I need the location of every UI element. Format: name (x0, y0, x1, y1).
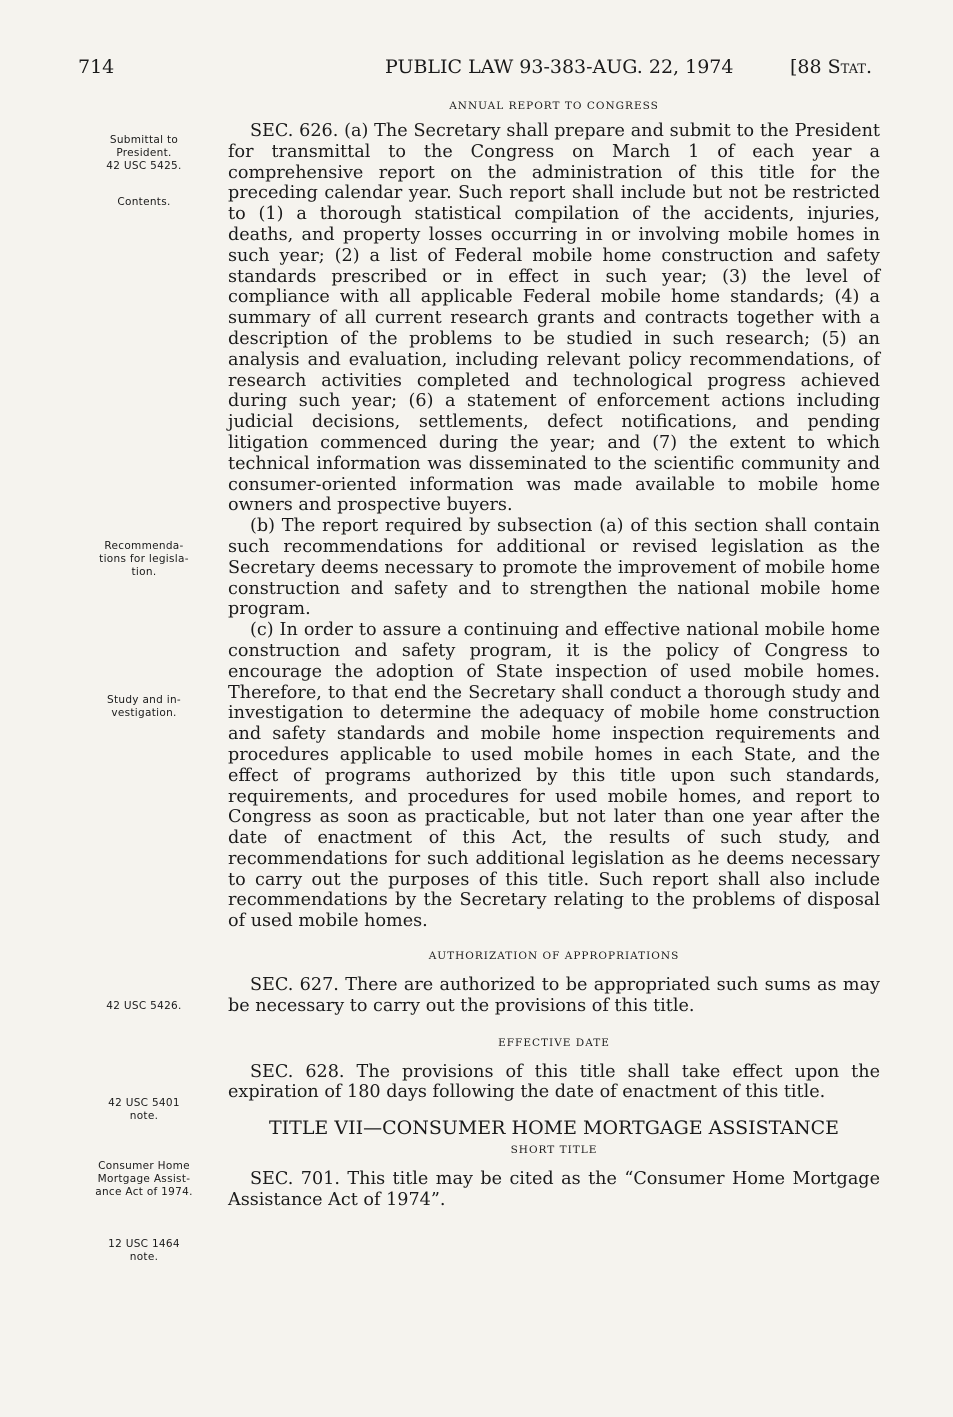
section-628: SEC. 628. The provisions of this title shall take effect upon the expiration of 180 days following the date of enactment of this title. (228, 1061, 880, 1103)
margin-note-line: President. (116, 147, 172, 159)
section-701: SEC. 701. This title may be cited as the “Consumer Home Mortgage Assistance Act of 1974”. (228, 1169, 880, 1211)
margin-note-line: note. (129, 1110, 159, 1122)
margin-note-line: 12 USC 1464 (108, 1238, 180, 1250)
section-626-a: SEC. 626. (a) The Secretary shall prepare and submit to the President for transmittal to the Congress on March 1 of each year a comprehensive report on the administration of this title for the preceding calendar year. Such report shall include but not be restricted to (1) a thorough statistical compilation of the accidents, injuries, deaths, and property losses occurring in or involving mobile homes in such year; (2) a list of Federal mobile home construction and safety standards prescribed or in effect in such year; (3) the level of compliance with all applicable Federal mobile home standards; (4) a summary of all current research grants and contracts together with a description of the problems to be studied in such research; (5) an analysis and evaluation, including relevant policy recommendations, of research activities completed and technological progress achieved during such year; (6) a statement of enforcement actions including judicial decisions, settlements, defect notifications, and pending litigation commenced during the year; and (7) the extent to which technical information was disseminated to the scientific community and consumer-oriented information was made available to mobile home owners and prospective buyers. (228, 121, 880, 516)
running-head (0, 56, 953, 86)
margin-note-usc-1464 (74, 1238, 214, 1264)
margin-note-line: Mortgage Assist- (97, 1173, 191, 1185)
heading-short-title: SHORT TITLE (510, 1144, 598, 1157)
section-627: SEC. 627. There are authorized to be appropriated such sums as may be necessary to carry out the provisions of this title. (228, 975, 880, 1016)
page-header-title: PUBLIC LAW 93-383-AUG. 22, 1974 (385, 56, 734, 78)
margin-note-contents (74, 196, 214, 209)
margin-note-line: vestigation. (111, 707, 177, 719)
statute-word: Stat. (827, 56, 873, 78)
section-626-b: (b) The report required by subsection (a) of this section shall contain such recommendations for additional or revised legislation as the Secretary deems necessary to promote the improvement of mobile home construction and safety and to strengthen the national mobile home program. (228, 516, 880, 620)
margin-note-usc-5426 (74, 1000, 214, 1013)
margin-note-consumer-home (74, 1160, 214, 1199)
margin-note-line: Recommenda- (104, 540, 184, 552)
section-626-c: (c) In order to assure a continuing and effective national mobile home construction and safety program, it is the policy of Congress to encourage the adoption of State inspection of used mobile homes. Therefore, to that end the Secretary shall conduct a thorough study and investigation to determine the adequacy of mobile home construction and safety standards and mobile home inspection requirements and procedures applicable to used mobile homes in each State, and the effect of programs authorized by this title upon such standards, requirements, and procedures for used mobile homes, and report to Congress as soon as practicable, but not later than one year after the date of enactment of this Act, the results of such study, and recommendations for such additional legislation as he deems necessary to carry out the purposes of this title. Such report shall also include recommendations by the Secretary relating to the problems of disposal of used mobile homes. (228, 620, 880, 932)
margin-note-submittal (74, 134, 214, 173)
margin-note-line: tions for legisla- (99, 553, 189, 565)
margin-note-line: 42 USC 5425. (106, 160, 182, 172)
heading-effective-date: EFFECTIVE DATE (498, 1036, 610, 1049)
title-vii-heading: TITLE VII—CONSUMER HOME MORTGAGE ASSISTANCE (268, 1117, 840, 1140)
margin-note-usc-5401 (74, 1097, 214, 1123)
margin-note-study (74, 694, 214, 720)
main-text (228, 99, 880, 1211)
margin-note-line: 42 USC 5426. (106, 1000, 182, 1012)
margin-note-line: ance Act of 1974. (95, 1186, 193, 1198)
heading-annual-report: ANNUAL REPORT TO CONGRESS (449, 100, 659, 112)
margin-note-line: Consumer Home (98, 1160, 190, 1172)
statute-reference (790, 56, 872, 78)
margin-note-line: Submittal to (109, 134, 179, 146)
margin-note-line: 42 USC 5401 (108, 1097, 180, 1109)
heading-authorization: AUTHORIZATION OF APPROPRIATIONS (428, 950, 680, 963)
margin-note-line: tion. (131, 566, 157, 578)
statute-prefix: [88 (790, 56, 828, 78)
margin-note-line: note. (129, 1251, 159, 1263)
page-number: 714 (78, 56, 115, 78)
margin-note-line: Contents. (117, 196, 171, 208)
margin-note-line: Study and in- (106, 694, 181, 706)
margin-note-recommendations (74, 540, 214, 579)
